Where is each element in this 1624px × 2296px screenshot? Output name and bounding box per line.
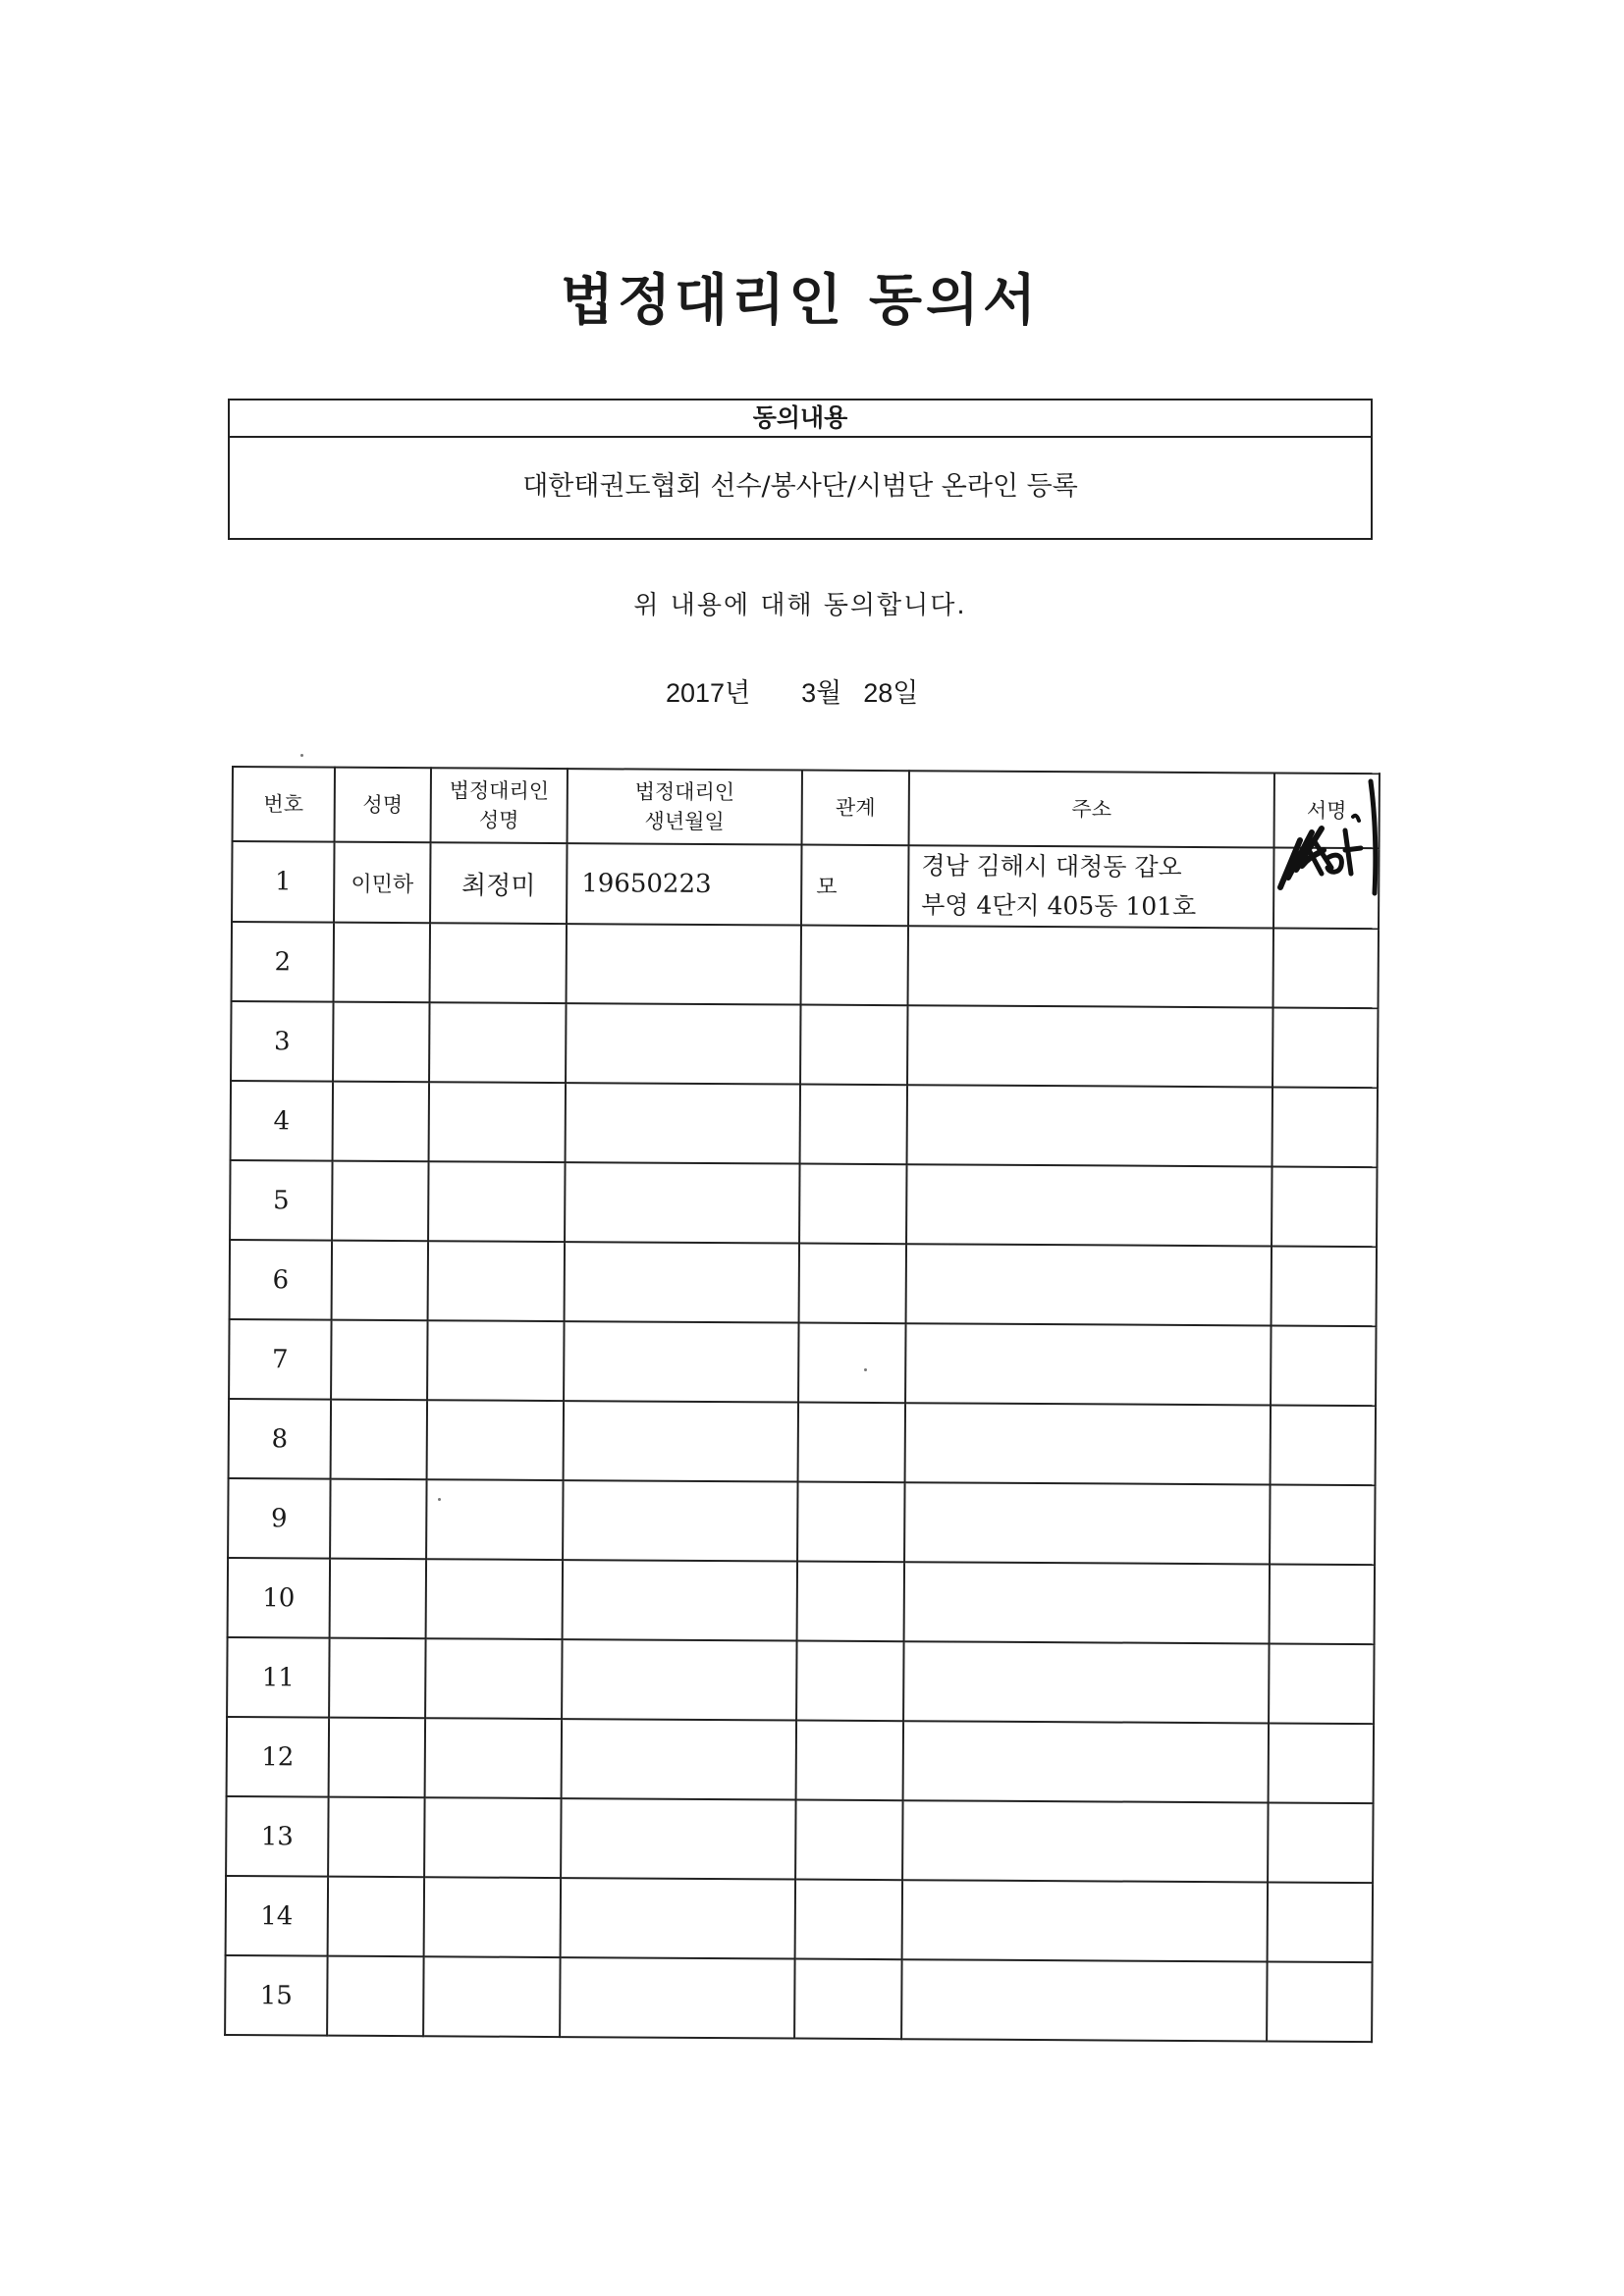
table-row [225, 1955, 1372, 2042]
cell-signature [1271, 1405, 1376, 1485]
cell-guardian-birth [562, 1639, 796, 1720]
cell-address [905, 1403, 1271, 1484]
address-line-1 [921, 966, 1272, 968]
table-row [231, 1081, 1378, 1167]
cell-relation [797, 1482, 904, 1563]
address-line-2 [916, 1682, 1268, 1683]
cell-number: 5 [230, 1160, 332, 1241]
cell-guardian-name [424, 1797, 561, 1878]
document-title: 법정대리인 동의서 [560, 269, 1041, 333]
consent-header: 동의내용 [230, 400, 1371, 438]
address-line-2 [915, 1920, 1267, 1922]
cell-guardian-birth [562, 1719, 796, 1799]
cell-name [332, 1161, 428, 1242]
cell-guardian-birth [561, 1878, 795, 1958]
address-line-1 [916, 1682, 1268, 1683]
cell-name [332, 1241, 428, 1321]
header-relation: 관계 [802, 771, 909, 846]
consent-content: 대한태권도협회 선수/봉사단/시범단 온라인 등록 [522, 471, 1078, 502]
date-day: 28일 [863, 678, 919, 708]
table-header-row [233, 767, 1380, 848]
cell-signature [1267, 1961, 1372, 2042]
table-row [230, 1240, 1377, 1326]
address-line-2 [919, 1204, 1271, 1206]
cell-signature [1268, 1802, 1373, 1883]
scan-speck [300, 754, 303, 757]
cell-guardian-birth [563, 1560, 797, 1640]
cell-guardian-name [429, 1082, 566, 1162]
address-line-2: 부영 4단지 405동 101호 [921, 890, 1197, 922]
cell-signature [1269, 1723, 1374, 1803]
address-line-2 [920, 1045, 1272, 1047]
header-number: 번호 [233, 767, 335, 842]
cell-name [333, 1002, 429, 1083]
cell-signature [1270, 1564, 1375, 1644]
table-row [227, 1717, 1374, 1803]
cell-name [334, 923, 430, 1003]
cell-guardian-birth [560, 1957, 794, 2038]
table-row [228, 1558, 1375, 1644]
cell-number: 8 [229, 1399, 331, 1479]
cell-address [904, 1562, 1270, 1643]
cell-guardian-name [428, 1241, 565, 1321]
cell-guardian-birth [566, 1003, 800, 1084]
header-signature: 서명 [1274, 773, 1380, 848]
cell-number: 2 [232, 922, 334, 1002]
cell-guardian-name [428, 1161, 565, 1242]
address-line-1 [918, 1443, 1270, 1445]
table-row [226, 1876, 1373, 1962]
cell-guardian-birth [565, 1162, 799, 1243]
header-guardian-birth: 법정대리인 생년월일 [568, 769, 802, 844]
cell-address [905, 1323, 1271, 1405]
date-year: 2017년 [666, 678, 751, 708]
cell-signature [1269, 1643, 1374, 1724]
cell-relation [800, 1005, 907, 1086]
address-line-1 [914, 2000, 1266, 2002]
cell-guardian-name [427, 1400, 564, 1480]
consent-content-box [228, 399, 1373, 540]
cell-guardian-birth [561, 1798, 795, 1879]
consent-date [666, 671, 918, 710]
address-line-2 [916, 1761, 1268, 1763]
cell-guardian-name [425, 1638, 562, 1719]
cell-number: 13 [226, 1796, 328, 1877]
cell-signature [1268, 1882, 1373, 1962]
table-row [228, 1478, 1375, 1565]
scan-speck [864, 1368, 867, 1371]
address-line-1 [919, 1284, 1271, 1286]
cell-name: 이민하 [334, 842, 430, 924]
cell-name [331, 1320, 427, 1401]
cell-signature [1272, 1087, 1378, 1167]
cell-relation [799, 1164, 906, 1245]
address-line-1 [920, 1045, 1272, 1047]
cell-guardian-name [426, 1479, 563, 1560]
cell-number: 4 [231, 1081, 333, 1161]
address-line-1 [917, 1522, 1269, 1524]
cell-guardian-name [429, 1002, 566, 1083]
address-line-2 [919, 1284, 1271, 1286]
cell-guardian-name [426, 1559, 563, 1639]
cell-number: 14 [226, 1876, 328, 1956]
cell-number: 10 [228, 1558, 330, 1638]
cell-number: 12 [227, 1717, 329, 1797]
cell-name [330, 1559, 426, 1639]
cell-address [901, 1959, 1267, 2041]
cell-name [328, 1797, 424, 1878]
cell-signature [1272, 1007, 1378, 1088]
cell-relation: 모 [801, 845, 908, 927]
cell-address [908, 926, 1273, 1007]
cell-name [331, 1400, 427, 1480]
table-row [232, 841, 1379, 929]
address-line-2 [918, 1363, 1270, 1365]
address-line-2 [917, 1602, 1269, 1604]
cell-relation [795, 1800, 902, 1881]
cell-name [330, 1479, 426, 1560]
scan-speck [438, 1498, 441, 1501]
guardian-registration-table [224, 766, 1380, 2043]
cell-relation [796, 1641, 903, 1722]
cell-address [902, 1800, 1268, 1882]
cell-guardian-name: 최정미 [430, 842, 567, 924]
address-line-2 [914, 2000, 1266, 2002]
table-row [229, 1399, 1376, 1485]
cell-address [906, 1244, 1272, 1325]
cell-address [907, 1085, 1272, 1166]
cell-guardian-birth: 19650223 [567, 843, 801, 925]
cell-relation [796, 1721, 903, 1801]
date-month: 3월 [801, 678, 842, 708]
table-row [226, 1796, 1373, 1883]
address-line-1 [919, 1204, 1271, 1206]
cell-relation [798, 1323, 905, 1404]
cell-relation [801, 926, 908, 1006]
cell-number: 11 [227, 1637, 329, 1718]
address-line-1 [918, 1363, 1270, 1365]
cell-number: 1 [232, 841, 334, 923]
cell-name [329, 1638, 425, 1719]
header-address: 주소 [909, 771, 1274, 847]
cell-number: 7 [229, 1319, 331, 1400]
address-line-1 [915, 1920, 1267, 1922]
cell-relation [798, 1403, 905, 1483]
address-line-1 [917, 1602, 1269, 1604]
cell-guardian-birth [563, 1480, 797, 1561]
cell-relation [799, 1244, 906, 1324]
cell-number: 3 [231, 1001, 333, 1082]
cell-signature [1273, 928, 1379, 1008]
address-line-1: 경남 김해시 대청동 갑오 [921, 851, 1182, 881]
cell-relation [795, 1880, 902, 1960]
address-line-2 [918, 1443, 1270, 1445]
cell-number: 6 [230, 1240, 332, 1320]
cell-address [904, 1482, 1270, 1564]
cell-address [903, 1721, 1269, 1802]
cell-address [906, 1164, 1272, 1246]
table-row [227, 1637, 1374, 1724]
table-row [229, 1319, 1376, 1406]
cell-name [329, 1718, 425, 1798]
cell-guardian-name [424, 1877, 561, 1957]
header-guardian-name: 법정대리인 성명 [431, 768, 568, 843]
table-row [230, 1160, 1377, 1247]
address-line-1 [916, 1761, 1268, 1763]
address-line-2 [920, 1125, 1272, 1127]
cell-guardian-birth [564, 1321, 798, 1402]
cell-address [903, 1641, 1269, 1723]
header-name: 성명 [335, 768, 431, 843]
address-line-2 [921, 966, 1272, 968]
cell-signature [1272, 1246, 1377, 1326]
cell-guardian-birth [566, 1083, 800, 1163]
cell-name [333, 1082, 429, 1162]
address-line-1 [920, 1125, 1272, 1127]
cell-guardian-name [425, 1718, 562, 1798]
address-line-2 [915, 1841, 1267, 1842]
cell-guardian-name [430, 923, 567, 1003]
cell-name [328, 1877, 424, 1957]
cell-address [907, 1005, 1272, 1087]
cell-name [327, 1956, 423, 2037]
cell-guardian-birth [564, 1401, 798, 1481]
table-row [232, 922, 1379, 1008]
cell-relation [797, 1562, 904, 1642]
cell-guardian-name [427, 1320, 564, 1401]
cell-signature [1272, 1166, 1377, 1247]
cell-guardian-birth [565, 1242, 799, 1322]
cell-relation [794, 1959, 901, 2040]
address-line-1 [915, 1841, 1267, 1842]
cell-signature [1270, 1484, 1375, 1565]
cell-signature [1271, 1325, 1376, 1406]
cell-address [908, 845, 1273, 928]
cell-number: 9 [228, 1478, 330, 1559]
cell-guardian-name [423, 1956, 560, 2037]
cell-number: 15 [225, 1955, 327, 2036]
cell-guardian-birth [567, 924, 801, 1004]
address-line-2 [917, 1522, 1269, 1524]
agreement-statement: 위 내용에 대해 동의합니다. [633, 591, 967, 620]
cell-relation [800, 1085, 907, 1165]
guardian-signature-image [1272, 772, 1420, 909]
table-row [231, 1001, 1378, 1088]
table-body [225, 841, 1379, 2042]
cell-address [902, 1880, 1268, 1961]
